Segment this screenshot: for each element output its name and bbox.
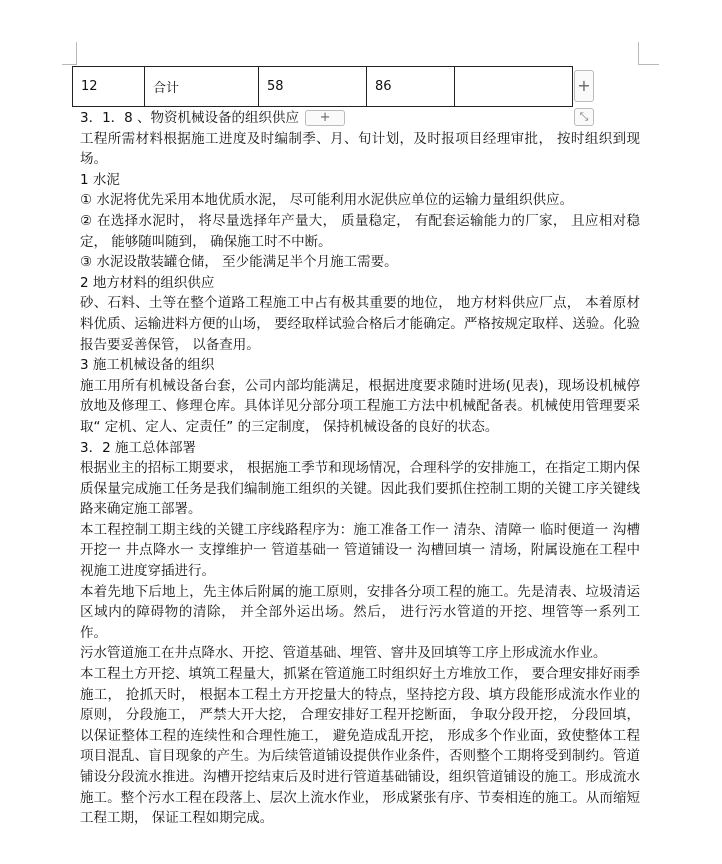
table-cell-label[interactable]: 合计: [145, 67, 259, 107]
body-paragraph: 砂、石料、土等在整个道路工程施工中占有极其重要的地位， 地方材料供应厂点， 本着原材料优质、运输进料方便的山场， 要经取样试验合格后才能确定。严格按规定取样、送验。化验报告要妥善保管， 以备查用。: [80, 295, 640, 353]
body-paragraph: 根据业主的招标工期要求， 根据施工季节和现场情况，合理科学的安排施工，在指定工期内保质保量完成施工任务是我们编制施工组织的关键。因此我们要抓住控制工期的关键工序关键线路来确定施工部署。: [80, 460, 640, 518]
add-column-button[interactable]: +: [574, 70, 594, 102]
body-paragraph: 本工程控制工期主线的关键工序线路程序为：施工准备工作一 清杂、清障一 临时便道一 沟槽开挖一 井点降水一 支撑维护一 管道基础一 管道铺设一 沟槽回填一 清场，附属设施在工程中视施工进度穿插进行。: [80, 521, 640, 580]
body-paragraph: 工程所需材料根据施工进度及时编制季、月、旬计划，及时报项目经理审批， 按时组织到现场。: [80, 130, 640, 168]
table-resize-handle[interactable]: ⤡: [574, 108, 594, 126]
subheading: 1 水泥: [80, 171, 120, 188]
list-item: ① 水泥将优先采用本地优质水泥， 尽可能利用水泥供应单位的运输力量组织供应。: [80, 192, 574, 209]
summary-table: [72, 66, 573, 107]
body-paragraph: 施工用所有机械设备台套，公司内部均能满足，根据进度要求随时进场(见表)，现场设机械停放地及修理工、修理仓库。具体详见分部分项工程施工方法中机械配备表。机械使用管理要采取“ 定机、定人、定责任” 的三定制度， 保持机械设备的良好的状态。: [80, 377, 640, 435]
section-heading-text: 3．1．8 、物资机械设备的组织供应: [80, 110, 300, 126]
section-heading: [80, 108, 640, 129]
page-corner-mark-left: [62, 42, 77, 65]
body-paragraph: 本工程土方开挖、填筑工程量大，抓紧在管道施工时组织好土方堆放工作， 要合理安排好雨季施工， 抢抓天时， 根据本工程土方开挖量大的特点，坚持挖方段、填方段能形成流水作业的原则， 分段施工， 严禁大开大挖， 合理安排好工程开挖断面， 争取分段开挖， 分段回填， 以保证整体工程的连续性和合理性施工， 避免造成乱开挖， 形成多个作业面，致使整体工程项目混乱、盲目现象的产生。为后续管道铺设提供作业条件，否则整个工期将受到制约。管道铺设分段流水推进。沟槽开挖结束后及时进行管道基础铺设，组织管道铺设的施工。形成流水施工。整个污水工程在段落上、层次上流水作业， 形成紧张有序、节奏相连的施工。从而缩短工程工期， 保证工程如期完成。: [80, 666, 640, 827]
add-row-button[interactable]: +: [305, 110, 345, 126]
body-paragraph: 污水管道施工在井点降水、开挖、管道基础、埋管、窨井及回填等工序上形成流水作业。: [80, 645, 607, 662]
document-body: [80, 108, 640, 829]
list-item: ③ 水泥设散装罐仓储， 至少能满足半个月施工需要。: [80, 254, 398, 271]
table-cell-number[interactable]: 12: [73, 67, 145, 107]
table-cell-value-2[interactable]: 86: [367, 67, 455, 107]
table-cell-empty[interactable]: [455, 67, 573, 107]
subheading: 3 施工机械设备的组织: [80, 357, 215, 374]
table-cell-value-1[interactable]: 58: [259, 67, 367, 107]
subheading: 2 地方材料的组织供应: [80, 274, 215, 291]
list-item: ② 在选择水泥时， 将尽量选择年产量大， 质量稳定， 有配套运输能力的厂家， 且应相对稳定， 能够随叫随到， 确保施工时不中断。: [80, 212, 640, 250]
table-row: [73, 67, 573, 107]
body-paragraph: 本着先地下后地上，先主体后附属的施工原则，安排各分项工程的施工。先是清表、垃圾清运区域内的障碍物的清除， 并全部外运出场。然后， 进行污水管道的开挖、埋管等一系列工作。: [80, 583, 640, 641]
page-corner-mark-right: [638, 42, 659, 65]
section-heading: 3．2 施工总体部署: [80, 439, 196, 456]
